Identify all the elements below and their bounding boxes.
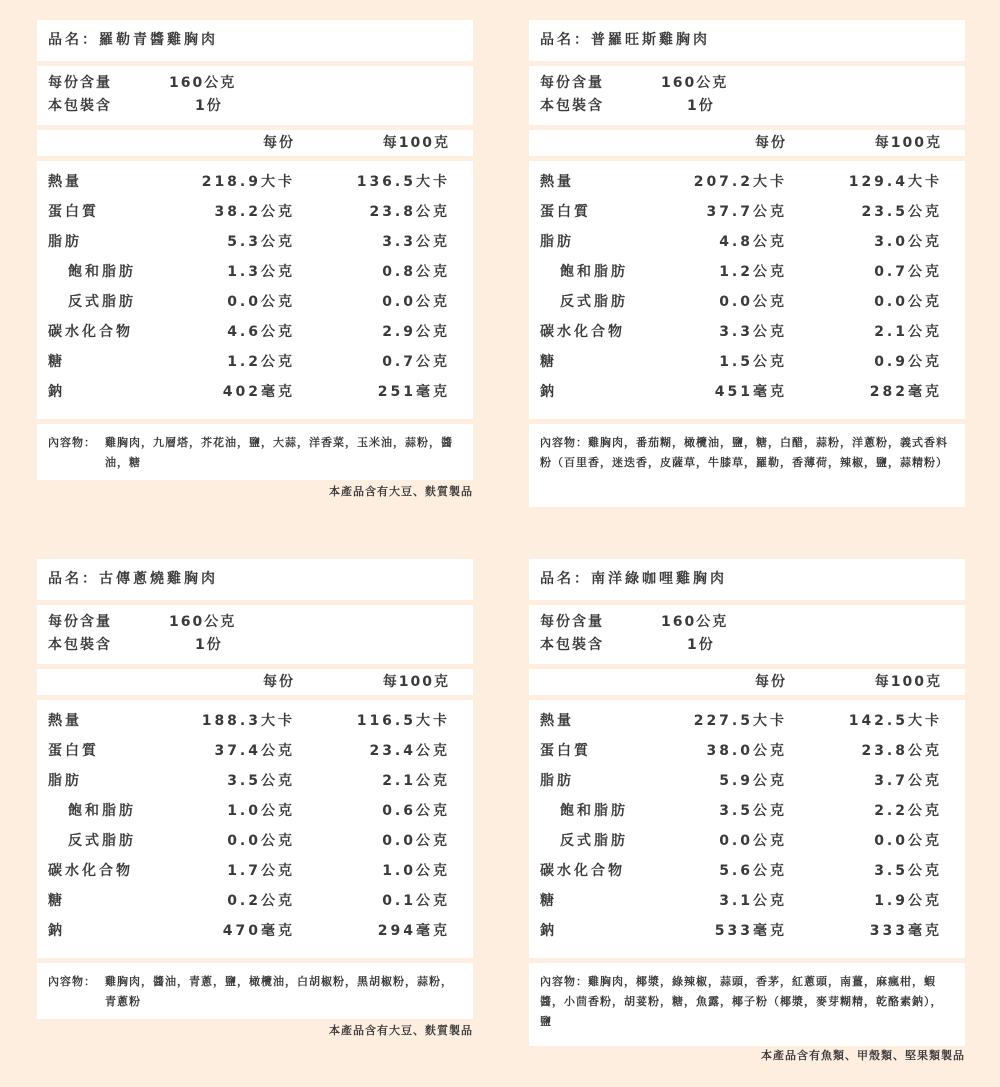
nutrient-label: 蛋白質 bbox=[540, 743, 591, 759]
nutrient-label: 糖 bbox=[540, 893, 557, 909]
row-fat bbox=[37, 766, 473, 796]
row-sodium bbox=[529, 916, 965, 946]
serving-size-value: 160公克 bbox=[169, 75, 237, 91]
servings-value: 1份 bbox=[195, 98, 223, 114]
row-sugar bbox=[37, 347, 473, 377]
per-100g-value: 23.8公克 bbox=[861, 743, 942, 759]
per-100g-value: 23.5公克 bbox=[861, 204, 942, 220]
per-100g-value: 1.9公克 bbox=[874, 893, 942, 909]
per-100g-value: 0.8公克 bbox=[382, 264, 450, 280]
per-100g-value: 129.4大卡 bbox=[848, 174, 942, 190]
per-100g-value: 2.1公克 bbox=[874, 324, 942, 340]
row-protein bbox=[37, 197, 473, 227]
column-header bbox=[37, 669, 473, 695]
per-100g-value: 3.5公克 bbox=[874, 863, 942, 879]
column-header bbox=[529, 130, 965, 156]
row-fat bbox=[529, 227, 965, 257]
ingredients-text: 雞胸肉，九層塔，芥花油，鹽，大蒜，洋香菜，玉米油，蒜粉，醬油，糖 bbox=[105, 436, 453, 469]
nutrient-label: 熱量 bbox=[540, 174, 574, 190]
row-sugar bbox=[529, 886, 965, 916]
per-serving-value: 188.3大卡 bbox=[201, 713, 295, 729]
row-protein bbox=[37, 736, 473, 766]
per-serving-value: 451毫克 bbox=[714, 384, 787, 400]
row-trans-fat bbox=[37, 287, 473, 317]
per-serving-value: 1.2公克 bbox=[719, 264, 787, 280]
per-serving-value: 218.9大卡 bbox=[201, 174, 295, 190]
ingredients-label: 內容物： bbox=[48, 975, 96, 988]
per-serving-value: 3.5公克 bbox=[719, 803, 787, 819]
nutrition-card-basil-pesto bbox=[37, 20, 473, 498]
row-trans-fat bbox=[37, 826, 473, 856]
nutrient-label: 反式脂肪 bbox=[68, 294, 136, 310]
serving-size-value: 160公克 bbox=[169, 614, 237, 630]
serving-size-label: 每份含量 bbox=[48, 614, 112, 630]
product-title: 品名：羅勒青醬雞胸肉 bbox=[37, 20, 473, 61]
allergen-notice: 本產品含有大豆、麩質製品 bbox=[329, 1024, 473, 1037]
row-sodium bbox=[37, 916, 473, 946]
nutrient-label: 反式脂肪 bbox=[68, 833, 136, 849]
per-serving-value: 402毫克 bbox=[222, 384, 295, 400]
serving-size-label: 每份含量 bbox=[540, 75, 604, 91]
row-calories bbox=[37, 167, 473, 197]
row-carbohydrate bbox=[529, 317, 965, 347]
nutrient-label: 熱量 bbox=[540, 713, 574, 729]
per-serving-value: 0.0公克 bbox=[227, 294, 295, 310]
per-serving-value: 37.4公克 bbox=[214, 743, 295, 759]
per-100g-value: 0.0公克 bbox=[874, 833, 942, 849]
per-100g-value: 251毫克 bbox=[377, 384, 450, 400]
ingredients-box bbox=[37, 424, 473, 480]
serving-info bbox=[37, 66, 473, 125]
ingredients-box bbox=[529, 424, 965, 507]
servings-value: 1份 bbox=[687, 98, 715, 114]
per-serving-value: 207.2大卡 bbox=[693, 174, 787, 190]
per-100g-value: 0.0公克 bbox=[382, 833, 450, 849]
col-per-100g: 每100克 bbox=[382, 674, 450, 690]
row-saturated-fat bbox=[37, 796, 473, 826]
row-sugar bbox=[37, 886, 473, 916]
row-calories bbox=[37, 706, 473, 736]
col-per-100g: 每100克 bbox=[874, 135, 942, 151]
ingredients-text: 內容物：雞胸肉，番茄糊，橄欖油，鹽，糖，白醋，蒜粉，洋蔥粉，義式香料粉（百里香，迷迭香，皮薩草，牛膝草，羅勒，香薄荷，辣椒，鹽，蒜精粉） bbox=[540, 436, 948, 469]
nutrition-table bbox=[529, 700, 965, 958]
ingredients-box bbox=[37, 963, 473, 1019]
nutrient-label: 脂肪 bbox=[540, 773, 574, 789]
servings-value: 1份 bbox=[687, 637, 715, 653]
serving-size-value: 160公克 bbox=[661, 75, 729, 91]
row-sodium bbox=[529, 377, 965, 407]
column-header bbox=[37, 130, 473, 156]
nutrient-label: 糖 bbox=[48, 893, 65, 909]
col-per-serving: 每份 bbox=[263, 674, 295, 690]
nutrient-label: 蛋白質 bbox=[48, 743, 99, 759]
nutrient-label: 反式脂肪 bbox=[560, 833, 628, 849]
serving-info bbox=[529, 605, 965, 664]
per-serving-value: 37.7公克 bbox=[706, 204, 787, 220]
nutrition-table bbox=[37, 161, 473, 419]
nutrient-label: 糖 bbox=[540, 354, 557, 370]
nutrient-label: 碳水化合物 bbox=[540, 863, 625, 879]
servings-label: 本包裝含 bbox=[540, 637, 604, 653]
nutrient-label: 鈉 bbox=[48, 923, 65, 939]
product-title: 品名：南洋綠咖哩雞胸肉 bbox=[529, 559, 965, 600]
per-100g-value: 3.7公克 bbox=[874, 773, 942, 789]
column-header bbox=[529, 669, 965, 695]
allergen-notice: 本產品含有大豆、麩質製品 bbox=[329, 485, 473, 498]
row-carbohydrate bbox=[37, 317, 473, 347]
servings-label: 本包裝含 bbox=[48, 637, 112, 653]
row-fat bbox=[529, 766, 965, 796]
nutrient-label: 脂肪 bbox=[540, 234, 574, 250]
nutrient-label: 糖 bbox=[48, 354, 65, 370]
per-100g-value: 333毫克 bbox=[869, 923, 942, 939]
nutrient-label: 熱量 bbox=[48, 174, 82, 190]
nutrition-card-scallion bbox=[37, 559, 473, 1037]
per-serving-value: 3.5公克 bbox=[227, 773, 295, 789]
serving-size-label: 每份含量 bbox=[540, 614, 604, 630]
row-protein bbox=[529, 736, 965, 766]
per-serving-value: 5.3公克 bbox=[227, 234, 295, 250]
nutrient-label: 碳水化合物 bbox=[540, 324, 625, 340]
nutrient-label: 鈉 bbox=[48, 384, 65, 400]
serving-info bbox=[37, 605, 473, 664]
per-100g-value: 0.6公克 bbox=[382, 803, 450, 819]
nutrient-label: 飽和脂肪 bbox=[68, 803, 136, 819]
per-100g-value: 294毫克 bbox=[377, 923, 450, 939]
product-title: 品名：古傳蔥燒雞胸肉 bbox=[37, 559, 473, 600]
per-100g-value: 142.5大卡 bbox=[848, 713, 942, 729]
col-per-serving: 每份 bbox=[755, 135, 787, 151]
serving-info bbox=[529, 66, 965, 125]
ingredients-text: 雞胸肉，醬油，青蔥，鹽，橄欖油，白胡椒粉，黑胡椒粉，蒜粉，青蔥粉 bbox=[105, 975, 453, 1008]
row-saturated-fat bbox=[529, 257, 965, 287]
row-trans-fat bbox=[529, 826, 965, 856]
per-serving-value: 38.2公克 bbox=[214, 204, 295, 220]
per-serving-value: 4.8公克 bbox=[719, 234, 787, 250]
per-serving-value: 470毫克 bbox=[222, 923, 295, 939]
row-carbohydrate bbox=[37, 856, 473, 886]
row-trans-fat bbox=[529, 287, 965, 317]
per-serving-value: 0.0公克 bbox=[227, 833, 295, 849]
nutrient-label: 鈉 bbox=[540, 923, 557, 939]
nutrient-label: 蛋白質 bbox=[540, 204, 591, 220]
nutrient-label: 碳水化合物 bbox=[48, 324, 133, 340]
per-serving-value: 0.0公克 bbox=[719, 833, 787, 849]
row-saturated-fat bbox=[37, 257, 473, 287]
per-serving-value: 3.3公克 bbox=[719, 324, 787, 340]
nutrient-label: 熱量 bbox=[48, 713, 82, 729]
row-protein bbox=[529, 197, 965, 227]
per-100g-value: 23.4公克 bbox=[369, 743, 450, 759]
serving-size-label: 每份含量 bbox=[48, 75, 112, 91]
per-100g-value: 0.7公克 bbox=[382, 354, 450, 370]
nutrient-label: 鈉 bbox=[540, 384, 557, 400]
nutrient-label: 飽和脂肪 bbox=[560, 264, 628, 280]
per-100g-value: 136.5大卡 bbox=[356, 174, 450, 190]
nutrient-label: 脂肪 bbox=[48, 234, 82, 250]
row-calories bbox=[529, 706, 965, 736]
row-saturated-fat bbox=[529, 796, 965, 826]
per-serving-value: 1.0公克 bbox=[227, 803, 295, 819]
ingredients-text: 內容物：雞胸肉，椰漿，綠辣椒，蒜頭，香茅，紅蔥頭，南薑，麻瘋柑，蝦醬，小茴香粉，胡荽粉，糖，魚露，椰子粉（椰漿，麥芽糊精，乾酪素鈉），鹽 bbox=[540, 975, 943, 1028]
per-serving-value: 3.1公克 bbox=[719, 893, 787, 909]
per-serving-value: 0.0公克 bbox=[719, 294, 787, 310]
per-serving-value: 533毫克 bbox=[714, 923, 787, 939]
nutrient-label: 脂肪 bbox=[48, 773, 82, 789]
per-serving-value: 5.9公克 bbox=[719, 773, 787, 789]
nutrient-label: 蛋白質 bbox=[48, 204, 99, 220]
nutrient-label: 碳水化合物 bbox=[48, 863, 133, 879]
product-title: 品名：普羅旺斯雞胸肉 bbox=[529, 20, 965, 61]
row-fat bbox=[37, 227, 473, 257]
per-100g-value: 23.8公克 bbox=[369, 204, 450, 220]
col-per-serving: 每份 bbox=[755, 674, 787, 690]
per-serving-value: 227.5大卡 bbox=[693, 713, 787, 729]
row-sugar bbox=[529, 347, 965, 377]
per-100g-value: 0.0公克 bbox=[382, 294, 450, 310]
per-100g-value: 0.1公克 bbox=[382, 893, 450, 909]
per-100g-value: 3.3公克 bbox=[382, 234, 450, 250]
servings-value: 1份 bbox=[195, 637, 223, 653]
serving-size-value: 160公克 bbox=[661, 614, 729, 630]
per-100g-value: 0.0公克 bbox=[874, 294, 942, 310]
col-per-serving: 每份 bbox=[263, 135, 295, 151]
per-serving-value: 0.2公克 bbox=[227, 893, 295, 909]
allergen-notice: 本產品含有魚類、甲殼類、堅果類製品 bbox=[761, 1049, 965, 1062]
nutrition-card-provence bbox=[529, 20, 965, 507]
per-100g-value: 2.1公克 bbox=[382, 773, 450, 789]
col-per-100g: 每100克 bbox=[874, 674, 942, 690]
per-100g-value: 0.7公克 bbox=[874, 264, 942, 280]
per-100g-value: 116.5大卡 bbox=[356, 713, 450, 729]
servings-label: 本包裝含 bbox=[48, 98, 112, 114]
servings-label: 本包裝含 bbox=[540, 98, 604, 114]
per-serving-value: 38.0公克 bbox=[706, 743, 787, 759]
per-serving-value: 5.6公克 bbox=[719, 863, 787, 879]
col-per-100g: 每100克 bbox=[382, 135, 450, 151]
ingredients-box bbox=[529, 963, 965, 1046]
per-100g-value: 282毫克 bbox=[869, 384, 942, 400]
nutrient-label: 飽和脂肪 bbox=[560, 803, 628, 819]
per-100g-value: 0.9公克 bbox=[874, 354, 942, 370]
row-calories bbox=[529, 167, 965, 197]
nutrition-table bbox=[37, 700, 473, 958]
per-serving-value: 1.3公克 bbox=[227, 264, 295, 280]
per-serving-value: 1.7公克 bbox=[227, 863, 295, 879]
ingredients-label: 內容物： bbox=[48, 436, 96, 449]
per-serving-value: 1.5公克 bbox=[719, 354, 787, 370]
per-100g-value: 2.2公克 bbox=[874, 803, 942, 819]
per-100g-value: 3.0公克 bbox=[874, 234, 942, 250]
row-carbohydrate bbox=[529, 856, 965, 886]
per-100g-value: 2.9公克 bbox=[382, 324, 450, 340]
per-100g-value: 1.0公克 bbox=[382, 863, 450, 879]
row-sodium bbox=[37, 377, 473, 407]
nutrition-card-green-curry bbox=[529, 559, 965, 1062]
nutrition-table bbox=[529, 161, 965, 419]
per-serving-value: 4.6公克 bbox=[227, 324, 295, 340]
nutrient-label: 飽和脂肪 bbox=[68, 264, 136, 280]
nutrient-label: 反式脂肪 bbox=[560, 294, 628, 310]
per-serving-value: 1.2公克 bbox=[227, 354, 295, 370]
